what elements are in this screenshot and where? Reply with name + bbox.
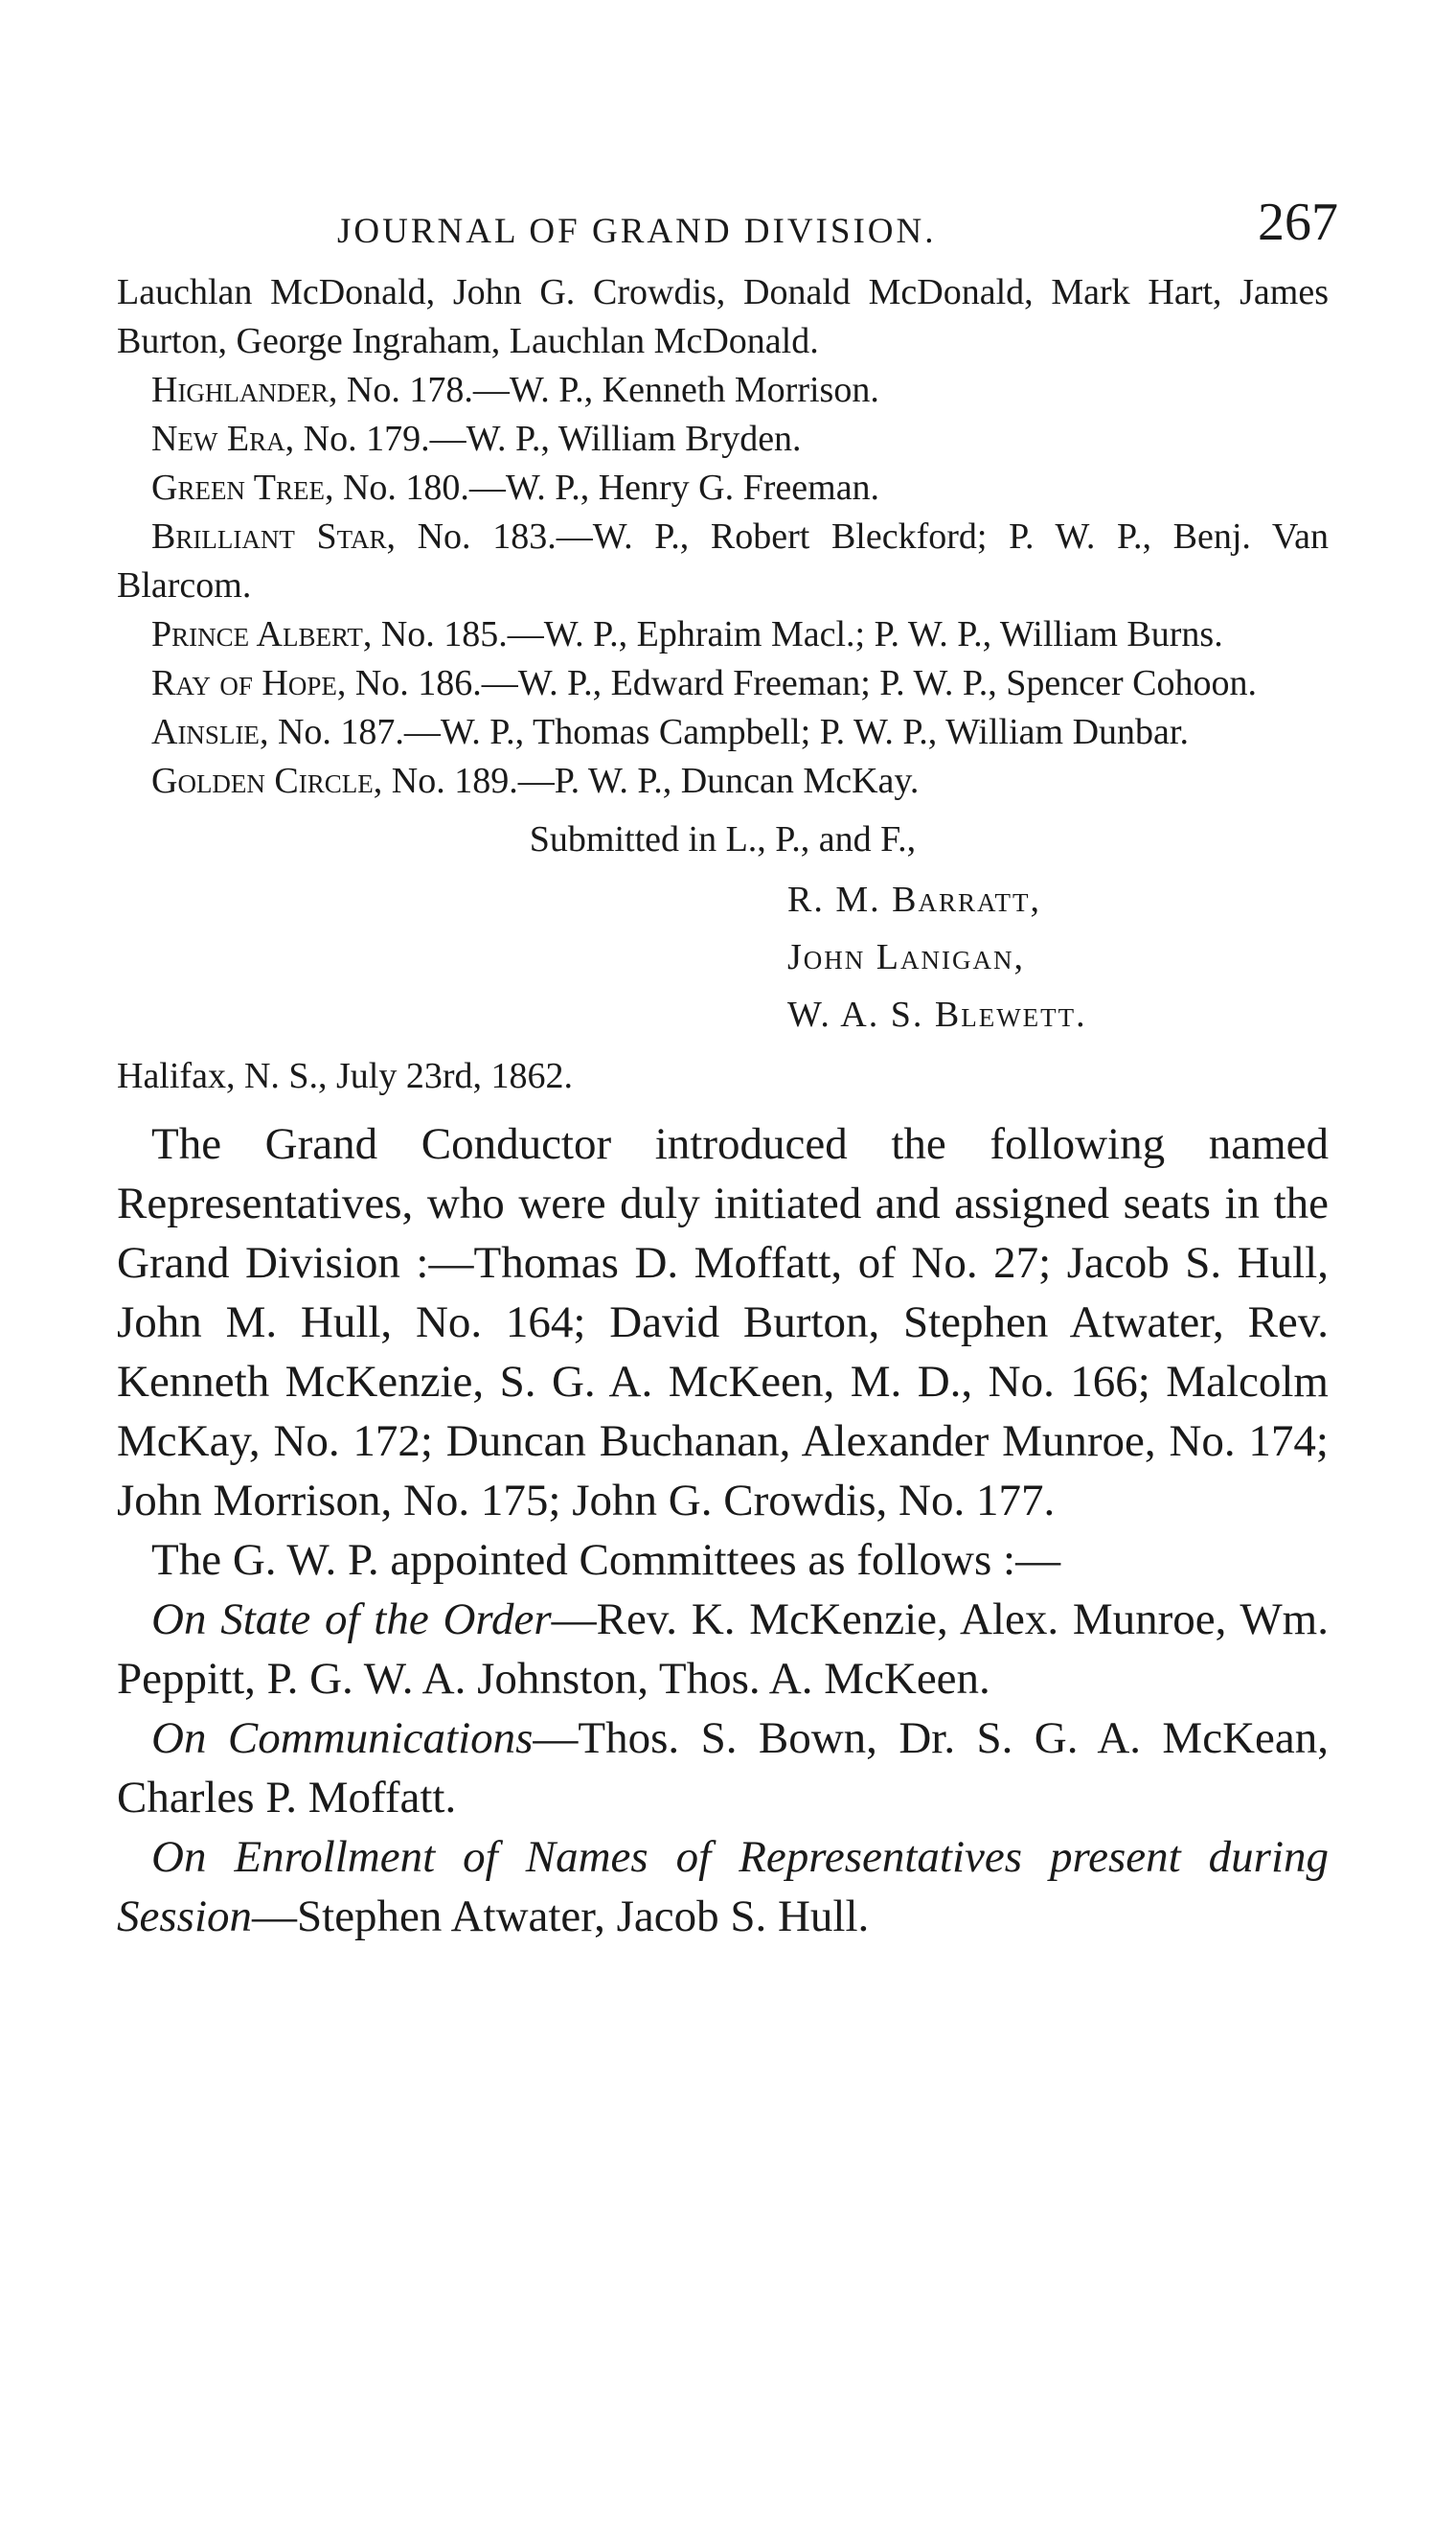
page-header [117,192,1338,259]
division-details: , No. 179.—W. P., William Bryden. [284,419,802,459]
committee-members: —Thos. S. Bown, Dr. S. G. A. McKean, Charles P. Moffatt. [117,1713,1329,1823]
submitted-line: Submitted in L., P., and F., [529,819,917,860]
page [117,192,1338,1946]
representatives-paragraph: The Grand Conductor introduced the following named Representatives, who were duly initiated and assigned seats in the Grand Division :—Thomas D. Moffatt, of No. 27; Jacob S. Hull, John M. Hull, No. 164; David Burton, Stephen Atwater, Rev. Kenneth McKenzie, S. G. A. McKeen, M. D., No. 166; Malcolm McKay, No. 172; Duncan Buchanan, Alexander Munroe, No. 174; John Morrison, No. 175; John G. Crowdis, No. 177. [117,1119,1329,1525]
division-entry [117,708,1329,757]
division-details: , No. 189.—P. W. P., Duncan McKay. [373,761,920,801]
division-entry [117,464,1329,513]
division-entry [117,513,1329,610]
division-name: New Era [151,419,285,459]
division-details: , No. 180.—W. P., Henry G. Freeman. [324,468,880,508]
signature-block [787,871,1329,1043]
committee-title: On Enrollment of Names of Representatives present during Session [117,1832,1329,1941]
page-number: 267 [1258,193,1338,252]
place-date: Halifax, N. S., July 23rd, 1862. [117,1056,574,1096]
running-head: JOURNAL OF GRAND DIVISION. [337,212,937,251]
committee-members: —Stephen Atwater, Jacob S. Hull. [252,1892,870,1941]
division-details: , No. 183.—W. P., Robert Bleckford; P. W. P., Benj. Van Blarcom. [117,516,1329,606]
division-details: , No. 185.—W. P., Ephraim Macl.; P. W. P., William Burns. [362,614,1223,654]
division-name: Highlander [151,370,329,410]
committee-entry [117,1590,1329,1708]
division-name: Green Tree [151,468,325,508]
division-name: Prince Albert [151,614,363,654]
committee-members: —Rev. K. McKenzie, Alex. Munroe, Wm. Peppitt, P. G. W. A. Johnston, Thos. A. McKeen. [117,1594,1329,1704]
division-name: Ray of Hope [151,663,337,703]
committee-entry [117,1827,1329,1946]
signatory: R. M. Barratt, [787,880,1041,920]
signatory: W. A. S. Blewett. [787,995,1087,1035]
committee-title: On State of the Order [151,1594,552,1644]
committee-entry [117,1708,1329,1827]
division-name: Ainslie [151,712,260,752]
division-entry [117,757,1329,806]
division-entry [117,659,1329,708]
division-entry [117,366,1329,415]
committees-intro: The G. W. P. appointed Committees as follows :— [151,1535,1061,1585]
division-details: , No. 186.—W. P., Edward Freeman; P. W. P., Spencer Cohoon. [336,663,1258,703]
division-details: , No. 187.—W. P., Thomas Campbell; P. W. P., William Dunbar. [259,712,1189,752]
committee-title: On Communications [151,1713,534,1763]
division-entry [117,610,1329,659]
division-entry [117,415,1329,464]
division-name: Brilliant Star [151,516,387,557]
division-details: , No. 178.—W. P., Kenneth Morrison. [328,370,879,410]
division-name: Golden Circle [151,761,374,801]
signatory: John Lanigan, [787,937,1025,977]
list-continuation: Lauchlan McDonald, John G. Crowdis, Donald McDonald, Mark Hart, James Burton, George Ingraham, Lauchlan McDonald. [117,272,1329,361]
